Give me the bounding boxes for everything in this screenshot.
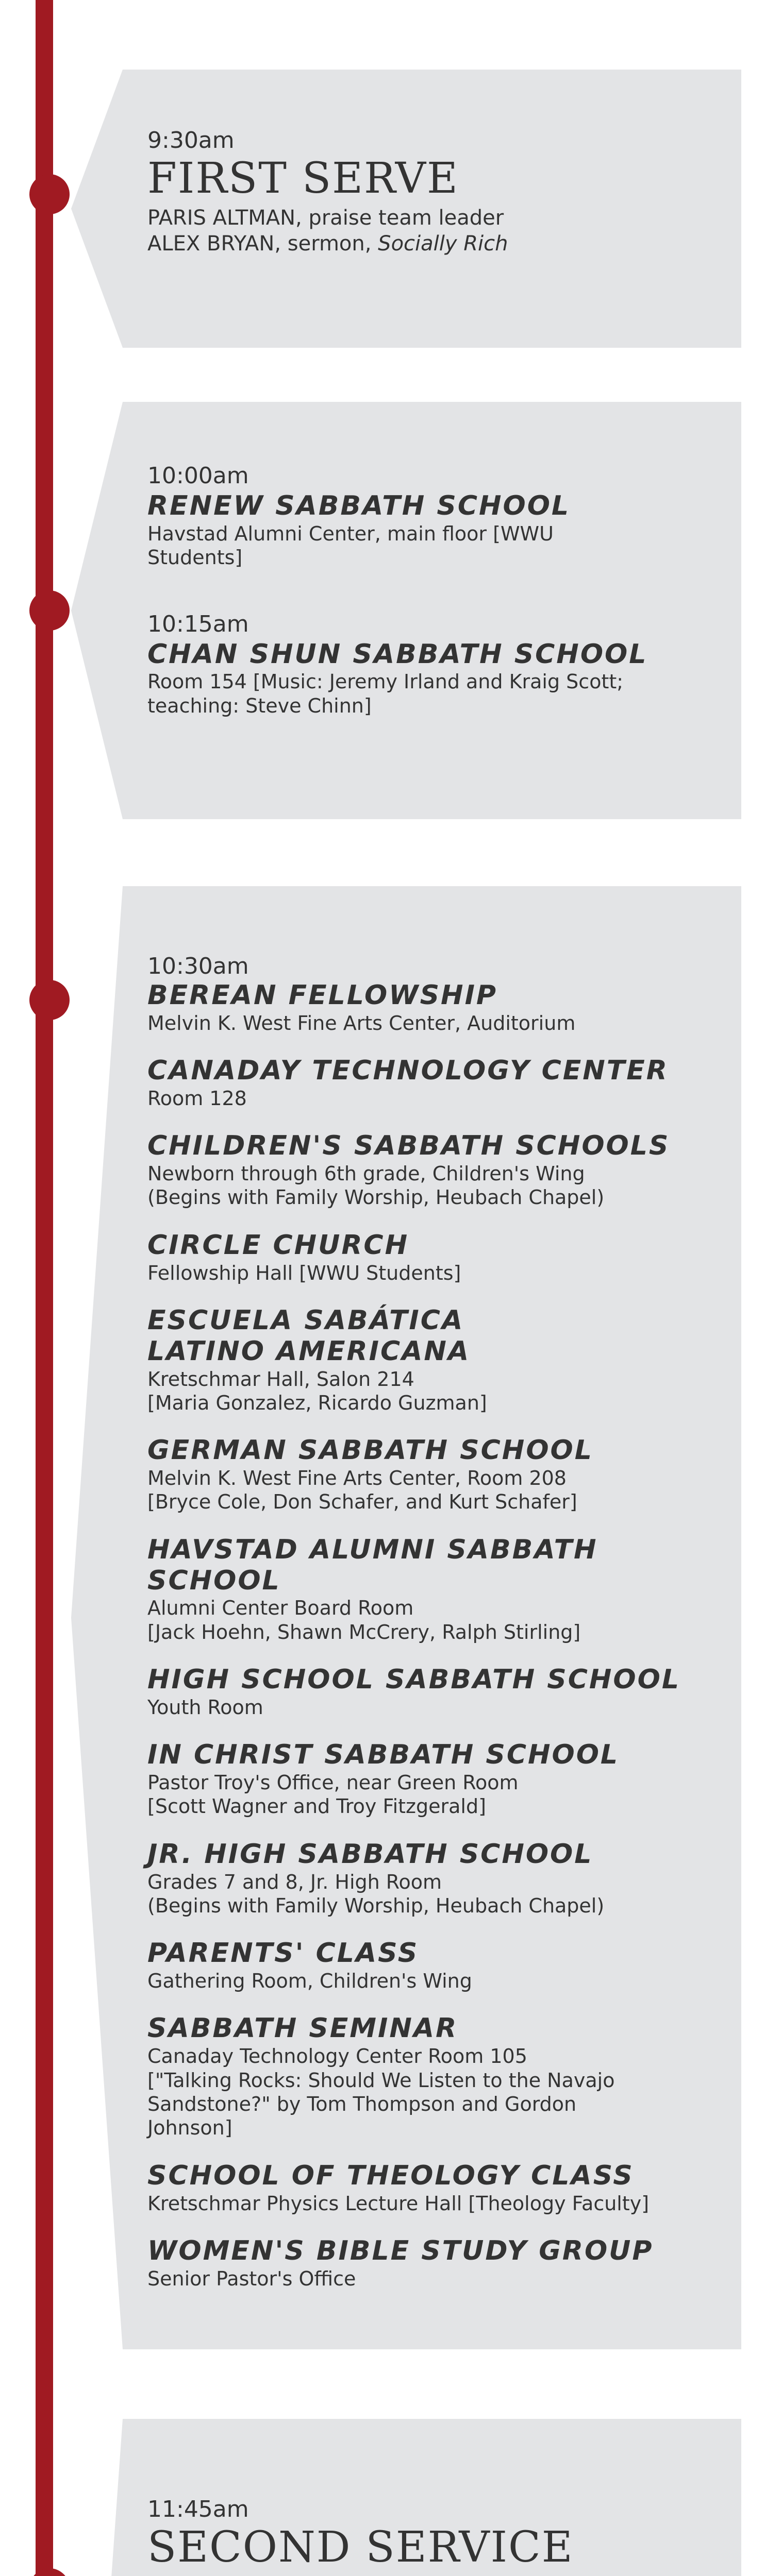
entry-title: SABBATH SEMINAR bbox=[147, 2013, 458, 2044]
schedule-entry bbox=[147, 1839, 710, 1918]
entry-title: CHAN SHUN SABBATH SCHOOL bbox=[147, 638, 648, 670]
entry-title: ESCUELA SABÁTICA bbox=[147, 1304, 464, 1336]
entry-detail: teaching: Steve Chinn] bbox=[147, 694, 372, 717]
schedule-entry bbox=[147, 2236, 710, 2291]
entry-detail: [Maria Gonzalez, Ricardo Guzman] bbox=[147, 1391, 487, 1414]
entry-detail: Room 154 [Music: Jeremy Irland and Kraig Scott; bbox=[147, 670, 624, 693]
entry-title: SCHOOL OF THEOLOGY CLASS bbox=[147, 2160, 634, 2191]
entry-title: CIRCLE CHURCH bbox=[147, 1229, 409, 1261]
entry-title: HAVSTAD ALUMNI SABBATH SCHOOL bbox=[147, 1534, 598, 1596]
schedule-entry bbox=[147, 980, 710, 1035]
entry-detail: Canaday Technology Center Room 105 bbox=[147, 2045, 527, 2068]
section-notch bbox=[71, 70, 123, 348]
entry-detail: Sandstone?" by Tom Thompson and Gordon bbox=[147, 2092, 577, 2115]
entry-detail: Fellowship Hall [WWU Students] bbox=[147, 1261, 461, 1284]
schedule-entry bbox=[147, 1056, 710, 1110]
service-title: FIRST SERVE bbox=[147, 154, 459, 203]
schedule-entry bbox=[147, 1938, 710, 1993]
timeline-dot bbox=[29, 590, 70, 631]
entry-title: BEREAN FELLOWSHIP bbox=[147, 980, 498, 1011]
entry-title: GERMAN SABBATH SCHOOL bbox=[147, 1435, 593, 1466]
sabbath-schools-section bbox=[123, 886, 741, 2349]
entry-detail: [Scott Wagner and Troy Fitzgerald] bbox=[147, 1795, 486, 1818]
schedule-entry bbox=[147, 2161, 710, 2215]
schedule-entry bbox=[147, 1535, 710, 1644]
entry-title: JR. HIGH SABBATH SCHOOL bbox=[147, 1838, 593, 1870]
entry-detail: Alumni Center Board Room bbox=[147, 1597, 414, 1620]
entry-detail: Melvin K. West Fine Arts Center, Room 208 bbox=[147, 1467, 567, 1490]
entry-detail: Students] bbox=[147, 546, 243, 569]
entry-detail: Kretschmar Physics Lecture Hall [Theology Faculty] bbox=[147, 2192, 650, 2215]
entry-detail: Youth Room bbox=[147, 1696, 263, 1719]
entry-detail: Newborn through 6th grade, Children's Wing bbox=[147, 1162, 585, 1185]
second-service-section bbox=[123, 2419, 741, 2576]
entry-detail: Gathering Room, Children's Wing bbox=[147, 1970, 472, 1993]
entry-detail: [Jack Hoehn, Shawn McCrery, Ralph Stirling] bbox=[147, 1620, 581, 1643]
timeline-dot bbox=[29, 980, 70, 1020]
schedule-entry bbox=[147, 2013, 710, 2140]
entry-title: IN CHRIST SABBATH SCHOOL bbox=[147, 1739, 620, 1771]
entry-title: RENEW SABBATH SCHOOL bbox=[147, 490, 571, 521]
entry-detail: Senior Pastor's Office bbox=[147, 2267, 356, 2290]
service-time: 11:45am bbox=[147, 2496, 249, 2522]
entry-detail: Room 128 bbox=[147, 1087, 247, 1110]
entry-title: HIGH SCHOOL SABBATH SCHOOL bbox=[147, 1664, 680, 1696]
schedule-entry bbox=[147, 463, 710, 570]
entry-detail: (Begins with Family Worship, Heubach Chapel) bbox=[147, 1894, 605, 1917]
entry-detail: [Bryce Cole, Don Schafer, and Kurt Schafer] bbox=[147, 1490, 577, 1514]
schedule-entry bbox=[147, 1131, 710, 1210]
entry-title: CANADAY TECHNOLOGY CENTER bbox=[147, 1055, 669, 1087]
schools-time: 10:30am bbox=[147, 953, 249, 979]
schedule-entry bbox=[147, 1740, 710, 1819]
entry-time: 10:15am bbox=[147, 611, 249, 637]
entry-detail: Pastor Troy's Office, near Green Room bbox=[147, 1771, 519, 1794]
entry-title: PARENTS' CLASS bbox=[147, 1938, 419, 1969]
first-serve-section bbox=[123, 70, 741, 348]
entry-detail: Havstad Alumni Center, main floor [WWU bbox=[147, 522, 554, 545]
entry-detail: ["Talking Rocks: Should We Listen to the Navajo bbox=[147, 2069, 615, 2092]
sermon-line: ALEX BRYAN, sermon, Socially Rich bbox=[147, 232, 508, 256]
section-notch bbox=[71, 2419, 123, 2576]
section-notch bbox=[71, 886, 123, 2349]
service-time: 9:30am bbox=[147, 127, 235, 154]
schedule-entry bbox=[147, 1230, 710, 1285]
section-notch bbox=[71, 402, 123, 819]
service-title: SECOND SERVICE bbox=[147, 2523, 574, 2572]
entry-time: 10:00am bbox=[147, 463, 249, 489]
schedule-entry bbox=[147, 1665, 710, 1719]
entry-detail: Grades 7 and 8, Jr. High Room bbox=[147, 1870, 442, 1893]
timeline-line bbox=[36, 0, 53, 2576]
entry-detail: Johnson] bbox=[147, 2116, 232, 2140]
entry-detail: (Begins with Family Worship, Heubach Chapel) bbox=[147, 1186, 605, 1209]
entry-title: LATINO AMERICANA bbox=[147, 1335, 471, 1367]
entry-title: WOMEN'S BIBLE STUDY GROUP bbox=[147, 2235, 654, 2266]
entry-title: CHILDREN'S SABBATH SCHOOLS bbox=[147, 1130, 670, 1162]
entry-detail: Kretschmar Hall, Salon 214 bbox=[147, 1367, 414, 1391]
early-schools-section bbox=[123, 402, 741, 819]
leader-line: PARIS ALTMAN, praise team leader bbox=[147, 206, 504, 230]
schedule-entry bbox=[147, 1435, 710, 1514]
schedule-entry bbox=[147, 611, 710, 718]
entry-detail: Melvin K. West Fine Arts Center, Auditorium bbox=[147, 1011, 576, 1035]
schedule-entry bbox=[147, 1306, 710, 1415]
timeline-dot bbox=[29, 174, 70, 214]
